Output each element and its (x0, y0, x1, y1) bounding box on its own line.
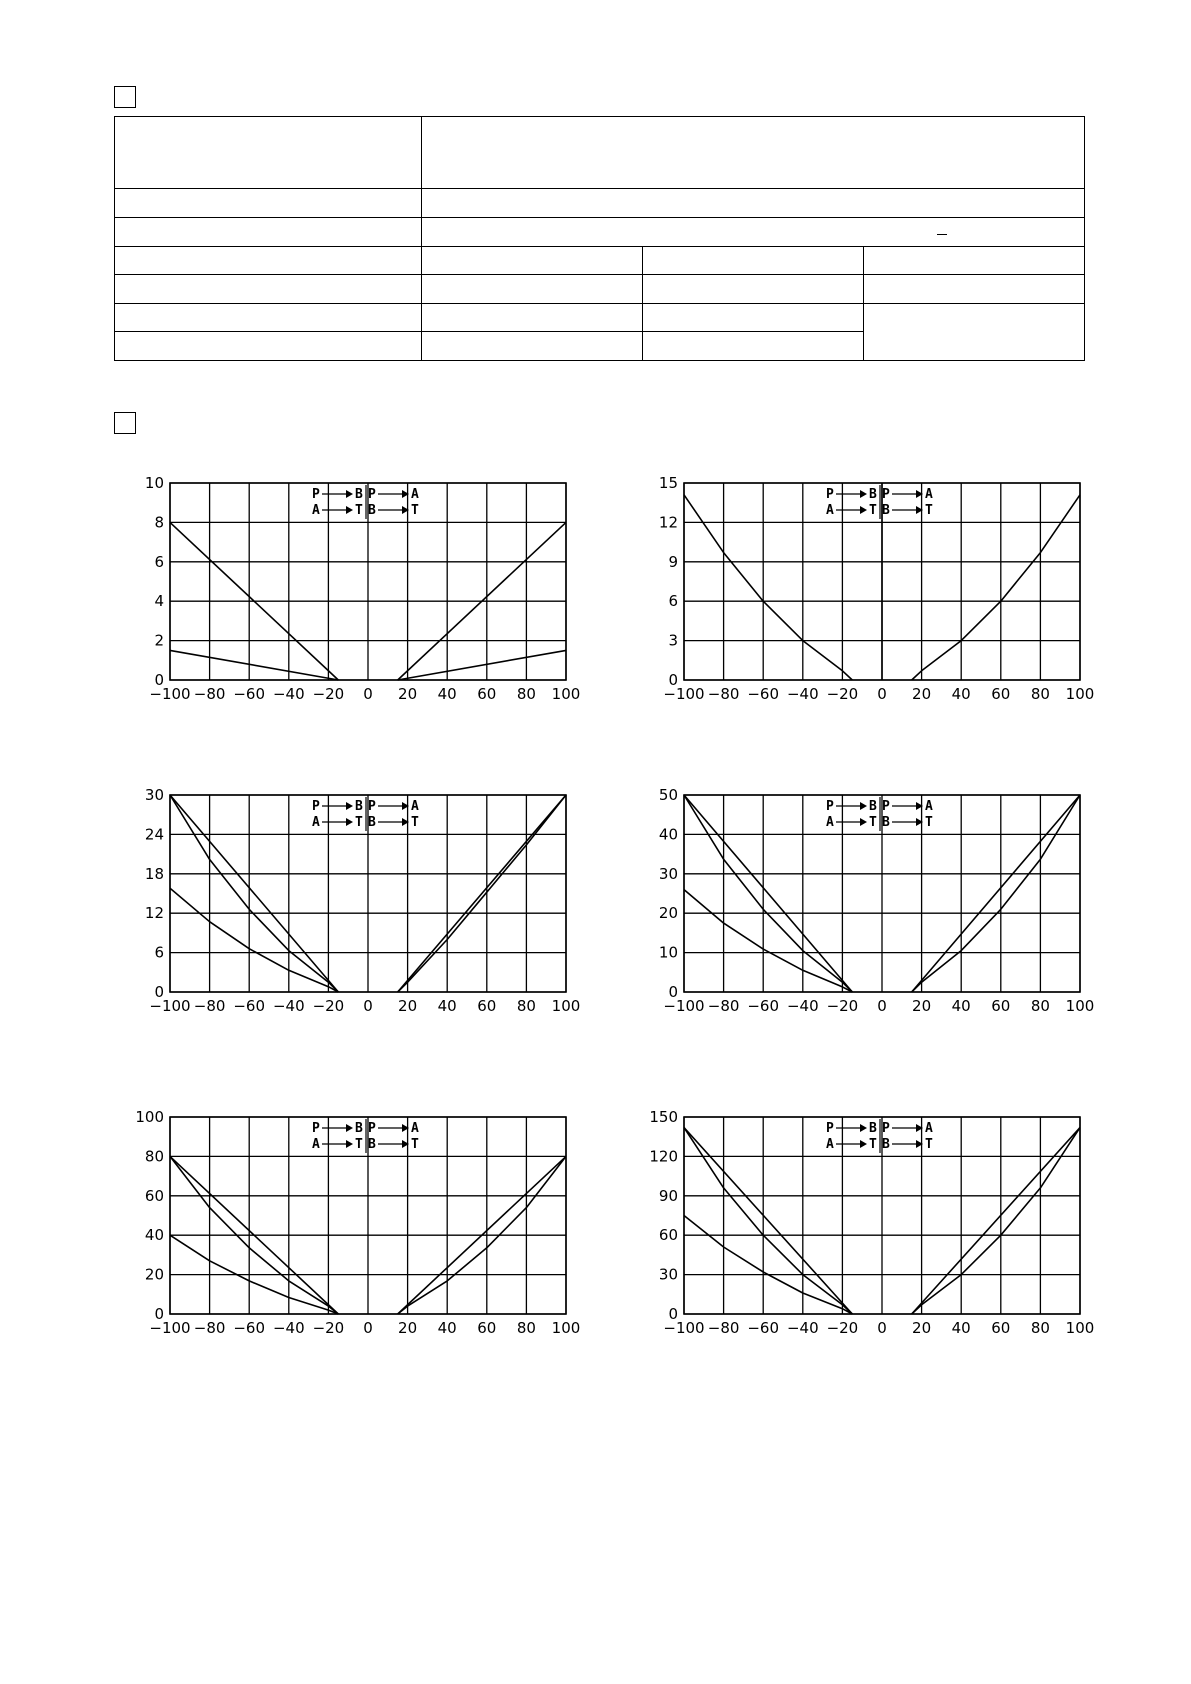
y-tick-label: 0 (154, 671, 164, 689)
y-tick-label: 3 (668, 631, 678, 650)
series-line (912, 795, 1080, 992)
table-cell (115, 275, 422, 304)
y-tick-label: 120 (649, 1147, 678, 1166)
x-tick-label: −60 (747, 997, 780, 1015)
y-tick-label: 20 (144, 1265, 164, 1284)
x-tick-label: 60 (991, 685, 1011, 703)
x-tick-label: 100 (1065, 1319, 1095, 1337)
legend-port-label: P (368, 487, 376, 502)
y-tick-label: 0 (668, 983, 678, 1001)
x-tick-label: −40 (272, 1319, 305, 1337)
legend-port-label: B (355, 487, 363, 502)
table-cell (115, 247, 422, 275)
x-tick-label: 100 (551, 997, 581, 1015)
y-tick-label: 20 (658, 904, 678, 923)
series-line (170, 650, 338, 680)
x-tick-label: 60 (477, 1319, 497, 1337)
x-tick-label: 40 (437, 685, 457, 703)
table-cell (115, 332, 422, 361)
legend-port-label: T (411, 815, 419, 830)
legend-arrow-head (860, 506, 867, 514)
legend-port-label: B (882, 815, 890, 830)
legend-arrow-head (346, 490, 353, 498)
x-tick-label: −60 (233, 1319, 266, 1337)
legend-port-label: T (411, 1137, 419, 1152)
x-tick-label: −80 (707, 1319, 740, 1337)
legend-port-label: A (925, 487, 933, 502)
legend-arrow-head (860, 490, 867, 498)
x-tick-label: 80 (516, 997, 536, 1015)
flow-chart-3 (134, 782, 581, 1042)
table-cell (864, 304, 1085, 361)
section-checkbox-2 (114, 412, 136, 434)
flow-chart-1 (134, 470, 581, 730)
legend-port-label: P (312, 799, 320, 814)
legend-port-label: P (826, 799, 834, 814)
x-tick-label: −80 (193, 997, 226, 1015)
legend-port-label: A (312, 1137, 320, 1152)
x-tick-label: −60 (233, 997, 266, 1015)
x-tick-label: 40 (437, 1319, 457, 1337)
y-tick-label: 150 (649, 1108, 678, 1126)
table-cell (115, 218, 422, 247)
y-tick-label: 8 (154, 513, 164, 532)
legend-port-label: P (826, 1121, 834, 1136)
x-tick-label: −100 (149, 997, 191, 1015)
legend-port-label: P (882, 799, 890, 814)
y-tick-label: 4 (154, 592, 164, 611)
table-cell (643, 332, 864, 361)
legend-port-label: T (411, 503, 419, 518)
legend-port-label: A (925, 1121, 933, 1136)
flow-chart-2 (648, 470, 1095, 730)
legend-arrow-head (860, 818, 867, 826)
x-tick-label: 60 (991, 997, 1011, 1015)
x-tick-label: −60 (747, 685, 780, 703)
y-tick-label: 60 (144, 1186, 164, 1205)
y-tick-label: 9 (668, 552, 678, 571)
chart-svg (648, 782, 1095, 1042)
legend-arrow-head (346, 506, 353, 514)
table-cell (422, 218, 1085, 247)
legend-port-label: B (882, 503, 890, 518)
legend-port-label: A (312, 815, 320, 830)
x-tick-label: −100 (663, 997, 705, 1015)
series-line (684, 890, 852, 992)
y-tick-label: 18 (144, 864, 164, 883)
x-tick-label: 40 (951, 997, 971, 1015)
legend-port-label: T (869, 1137, 877, 1152)
x-tick-label: −20 (826, 1319, 859, 1337)
series-line (398, 650, 566, 680)
table-cell (643, 275, 864, 304)
x-tick-label: 0 (877, 997, 887, 1015)
section-checkbox-1 (114, 86, 136, 108)
x-tick-label: 20 (912, 1319, 932, 1337)
flow-chart-6 (648, 1104, 1095, 1364)
x-tick-label: −20 (826, 997, 859, 1015)
x-tick-label: 80 (1030, 1319, 1050, 1337)
x-tick-label: 40 (951, 1319, 971, 1337)
y-tick-label: 40 (658, 825, 678, 844)
x-tick-label: 100 (1065, 997, 1095, 1015)
y-tick-label: 30 (658, 864, 678, 883)
x-tick-label: −80 (193, 1319, 226, 1337)
x-tick-label: −60 (747, 1319, 780, 1337)
x-tick-label: 0 (363, 1319, 373, 1337)
table-cell (422, 189, 1085, 218)
x-tick-label: 60 (991, 1319, 1011, 1337)
table-cell (422, 275, 643, 304)
chart-svg (648, 470, 1095, 730)
legend-port-label: B (869, 799, 877, 814)
legend-port-label: T (355, 1137, 363, 1152)
y-tick-label: 60 (658, 1226, 678, 1245)
y-tick-label: 2 (154, 631, 164, 650)
x-tick-label: −40 (272, 997, 305, 1015)
x-tick-label: 100 (551, 685, 581, 703)
table-cell (115, 189, 422, 218)
y-tick-label: 0 (668, 1305, 678, 1323)
legend-port-label: A (411, 1121, 419, 1136)
series-line (912, 1128, 1080, 1315)
legend-port-label: P (312, 1121, 320, 1136)
table-cell (643, 304, 864, 332)
legend-port-label: B (368, 503, 376, 518)
x-tick-label: −40 (786, 1319, 819, 1337)
legend-port-label: P (882, 487, 890, 502)
legend-arrow-head (346, 802, 353, 810)
legend-port-label: T (925, 815, 933, 830)
legend-port-label: P (368, 799, 376, 814)
legend-port-label: B (869, 487, 877, 502)
x-tick-label: 60 (477, 997, 497, 1015)
y-tick-label: 12 (144, 904, 164, 923)
legend-port-label: A (925, 799, 933, 814)
x-tick-label: −100 (663, 1319, 705, 1337)
y-tick-label: 10 (144, 474, 164, 492)
x-tick-label: −80 (193, 685, 226, 703)
table-cell (422, 247, 643, 275)
legend-port-label: A (411, 487, 419, 502)
legend-port-label: A (411, 799, 419, 814)
legend-port-label: T (925, 503, 933, 518)
table-cell (422, 117, 1085, 189)
x-tick-label: 80 (516, 685, 536, 703)
legend-port-label: A (826, 815, 834, 830)
legend-port-label: T (355, 503, 363, 518)
legend-arrow-head (860, 802, 867, 810)
x-tick-label: 20 (398, 1319, 418, 1337)
legend-arrow-head (860, 1124, 867, 1132)
x-tick-label: −20 (312, 685, 345, 703)
x-tick-label: 0 (363, 685, 373, 703)
y-tick-label: 80 (144, 1147, 164, 1166)
x-tick-label: 0 (363, 997, 373, 1015)
chart-svg (134, 470, 581, 730)
legend-port-label: P (882, 1121, 890, 1136)
legend-port-label: P (826, 487, 834, 502)
series-line (398, 795, 566, 992)
table-cell (422, 304, 643, 332)
x-tick-label: 80 (516, 1319, 536, 1337)
y-tick-label: 90 (658, 1186, 678, 1205)
x-tick-label: 60 (477, 685, 497, 703)
y-tick-label: 30 (658, 1265, 678, 1284)
y-tick-label: 40 (144, 1226, 164, 1245)
legend-port-label: A (312, 503, 320, 518)
y-tick-label: 0 (154, 983, 164, 1001)
series-line (170, 888, 338, 992)
legend-port-label: B (368, 1137, 376, 1152)
x-tick-label: 0 (877, 1319, 887, 1337)
flow-chart-5 (134, 1104, 581, 1364)
legend-arrow-head (346, 818, 353, 826)
x-tick-label: 40 (437, 997, 457, 1015)
chart-svg (648, 1104, 1095, 1364)
legend-port-label: T (869, 815, 877, 830)
x-tick-label: −40 (272, 685, 305, 703)
chart-svg (134, 1104, 581, 1364)
x-tick-label: −20 (312, 997, 345, 1015)
legend-arrow-head (346, 1140, 353, 1148)
table-cell (422, 332, 643, 361)
legend-port-label: B (355, 799, 363, 814)
table-cell (864, 275, 1085, 304)
y-tick-label: 10 (658, 943, 678, 962)
x-tick-label: 100 (1065, 685, 1095, 703)
y-tick-label: 0 (154, 1305, 164, 1323)
x-tick-label: 80 (1030, 997, 1050, 1015)
x-tick-label: −100 (663, 685, 705, 703)
y-tick-label: 6 (668, 592, 678, 611)
x-tick-label: 0 (877, 685, 887, 703)
table-cell (115, 117, 422, 189)
chart-svg (134, 782, 581, 1042)
legend-port-label: B (355, 1121, 363, 1136)
series-line (684, 1216, 852, 1315)
x-tick-label: 20 (912, 685, 932, 703)
flow-chart-4 (648, 782, 1095, 1042)
y-tick-label: 12 (658, 513, 678, 532)
x-tick-label: −20 (312, 1319, 345, 1337)
y-tick-label: 30 (144, 786, 164, 804)
x-tick-label: −100 (149, 685, 191, 703)
legend-port-label: A (826, 1137, 834, 1152)
series-line (684, 1128, 852, 1315)
x-tick-label: −80 (707, 685, 740, 703)
dash-mark (937, 234, 947, 235)
table-cell (115, 304, 422, 332)
x-tick-label: −60 (233, 685, 266, 703)
legend-port-label: B (882, 1137, 890, 1152)
x-tick-label: −40 (786, 997, 819, 1015)
legend-port-label: B (869, 1121, 877, 1136)
legend-port-label: T (355, 815, 363, 830)
x-tick-label: 20 (398, 997, 418, 1015)
legend-port-label: T (869, 503, 877, 518)
y-tick-label: 100 (135, 1108, 164, 1126)
legend-port-label: P (312, 487, 320, 502)
legend-port-label: T (925, 1137, 933, 1152)
x-tick-label: 20 (912, 997, 932, 1015)
legend-arrow-head (860, 1140, 867, 1148)
legend-port-label: A (826, 503, 834, 518)
x-tick-label: 80 (1030, 685, 1050, 703)
x-tick-label: 20 (398, 685, 418, 703)
y-tick-label: 6 (154, 552, 164, 571)
table-cell (864, 247, 1085, 275)
y-tick-label: 6 (154, 943, 164, 962)
y-tick-label: 0 (668, 671, 678, 689)
x-tick-label: −100 (149, 1319, 191, 1337)
y-tick-label: 24 (144, 825, 164, 844)
x-tick-label: −40 (786, 685, 819, 703)
y-tick-label: 50 (658, 786, 678, 804)
legend-arrow-head (346, 1124, 353, 1132)
x-tick-label: −80 (707, 997, 740, 1015)
x-tick-label: −20 (826, 685, 859, 703)
table-cell (643, 247, 864, 275)
legend-port-label: P (368, 1121, 376, 1136)
y-tick-label: 15 (658, 474, 678, 492)
legend-port-label: B (368, 815, 376, 830)
specification-table (114, 116, 1085, 361)
x-tick-label: 100 (551, 1319, 581, 1337)
x-tick-label: 40 (951, 685, 971, 703)
